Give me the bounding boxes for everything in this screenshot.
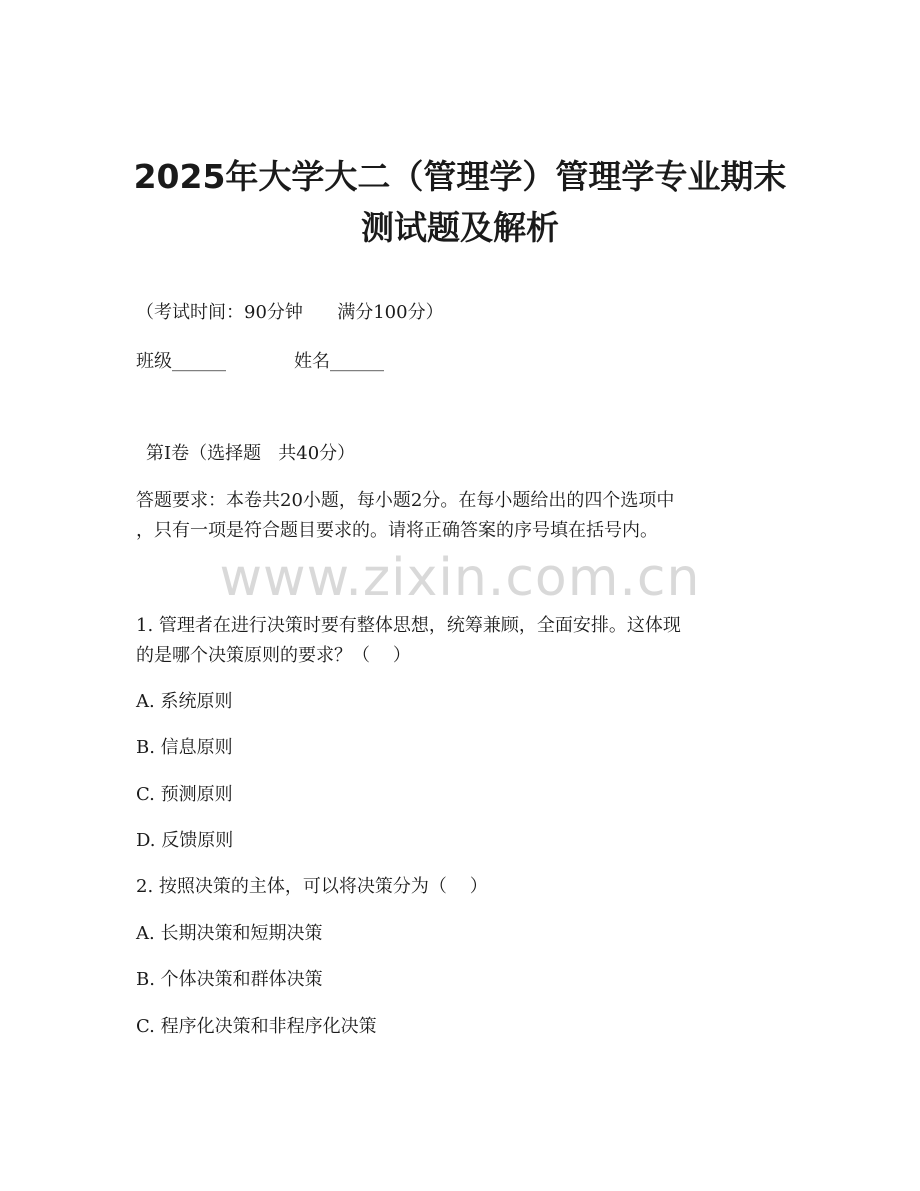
question-2-option-a: A. 长期决策和短期决策 (136, 923, 323, 944)
question-1-option-a: A. 系统原则 (136, 691, 233, 712)
question-2-option-c: C. 程序化决策和非程序化决策 (136, 1016, 377, 1037)
document-title-line-1: 2025年大学大二（管理学）管理学专业期末 (133, 157, 787, 196)
section-instructions-line-2: ，只有一项是符合题目要求的。请将正确答案的序号填在括号内。 (136, 520, 658, 541)
name-field-label: 姓名______ (294, 351, 384, 372)
question-1-option-d: D. 反馈原则 (136, 830, 234, 851)
question-2-option-b: B. 个体决策和群体决策 (136, 969, 323, 990)
question-1-stem-line-1: 1. 管理者在进行决策时要有整体思想，统筹兼顾，全面安排。这体现 (136, 615, 681, 636)
document-title-line-2: 测试题及解析 (361, 208, 559, 247)
class-field-label: 班级______ (136, 351, 226, 372)
question-1-option-c: C. 预测原则 (136, 784, 233, 805)
exam-info: （考试时间：90分钟 满分100分） (136, 302, 444, 323)
watermark: www.zixin.com.cn (219, 548, 701, 608)
question-2-stem-line-1: 2. 按照决策的主体，可以将决策分为（ ） (136, 876, 488, 897)
question-1-option-b: B. 信息原则 (136, 737, 233, 758)
question-1-stem-line-2: 的是哪个决策原则的要求？（ ） (136, 645, 411, 666)
section-instructions-line-1: 答题要求：本卷共20小题，每小题2分。在每小题给出的四个选项中 (136, 490, 675, 511)
section-heading: 第I卷（选择题 共40分） (146, 443, 356, 464)
